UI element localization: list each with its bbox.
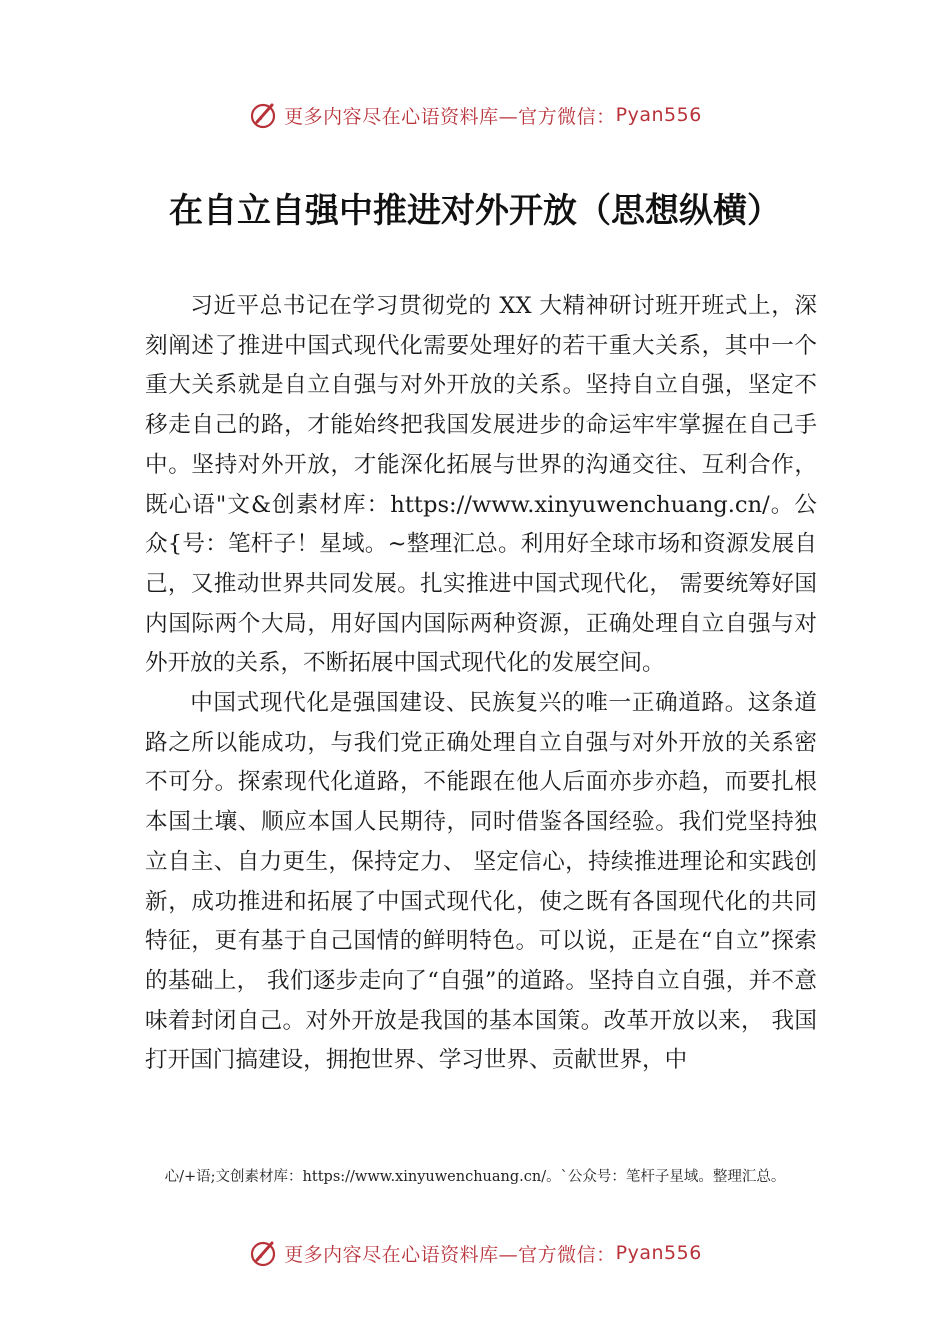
footer-banner bbox=[0, 1233, 950, 1273]
page-footnote: 心/+语;文创素材库：https://www.xinyuwenchuang.cn/。`公众号：笔杆子星域。整理汇总。 bbox=[164, 1169, 786, 1185]
brush-logo-icon bbox=[248, 100, 278, 130]
banner-text: 更多内容尽在心语资料库—官方微信： bbox=[284, 105, 616, 128]
banner-wechat-id: Pyan556 bbox=[615, 104, 702, 126]
paragraph-1: 习近平总书记在学习贯彻党的 XX 大精神研讨班开班式上，深刻阐述了推进中国式现代化需要处理好的若干重大关系，其中一个重大关系就是自立自强与对外开放的关系。坚持自立自强，坚定不移走自己的路，才能始终把我国发展进步的命运牢牢掌握在自己手中。坚持对外开放，才能深化拓展与世界的沟通交往、互利合作，既心语"文&创素材库：https://www.xinyuwenchuang.cn/。公众{号：笔杆子！星域。~整理汇总。利用好全球市场和资源发展自己，又推动世界共同发展。扎实推进中国式现代化， 需要统筹好国内国际两个大局，用好国内国际两种资源，正确处理自立自强与对外开放的关系，不断拓展中国式现代化的发展空间。 bbox=[145, 293, 817, 677]
banner-wechat-id: Pyan556 bbox=[615, 1242, 702, 1264]
article-body bbox=[145, 287, 817, 1081]
article-title: 在自立自强中推进对外开放（思想纵横） bbox=[169, 191, 781, 231]
banner-text: 更多内容尽在心语资料库—官方微信： bbox=[284, 1243, 616, 1266]
paragraph-2: 中国式现代化是强国建设、民族复兴的唯一正确道路。这条道路之所以能成功，与我们党正确处理自立自强与对外开放的关系密不可分。探索现代化道路，不能跟在他人后面亦步亦趋，而要扎根本国土壤、顺应本国人民期待，同时借鉴各国经验。我们党坚持独立自主、自力更生，保持定力、 坚定信心，持续推进理论和实践创新，成功推进和拓展了中国式现代化，使之既有各国现代化的共同特征，更有基于自己国情的鲜明特色。可以说，正是在“自立”探索的基础上， 我们逐步走向了“自强”的道路。坚持自立自强，并不意味着封闭自己。对外开放是我国的基本国策。改革开放以来， 我国打开国门搞建设，拥抱世界、学习世界、贡献世界，中 bbox=[145, 690, 817, 1074]
brush-logo-icon bbox=[248, 1238, 278, 1268]
header-banner bbox=[0, 95, 950, 135]
